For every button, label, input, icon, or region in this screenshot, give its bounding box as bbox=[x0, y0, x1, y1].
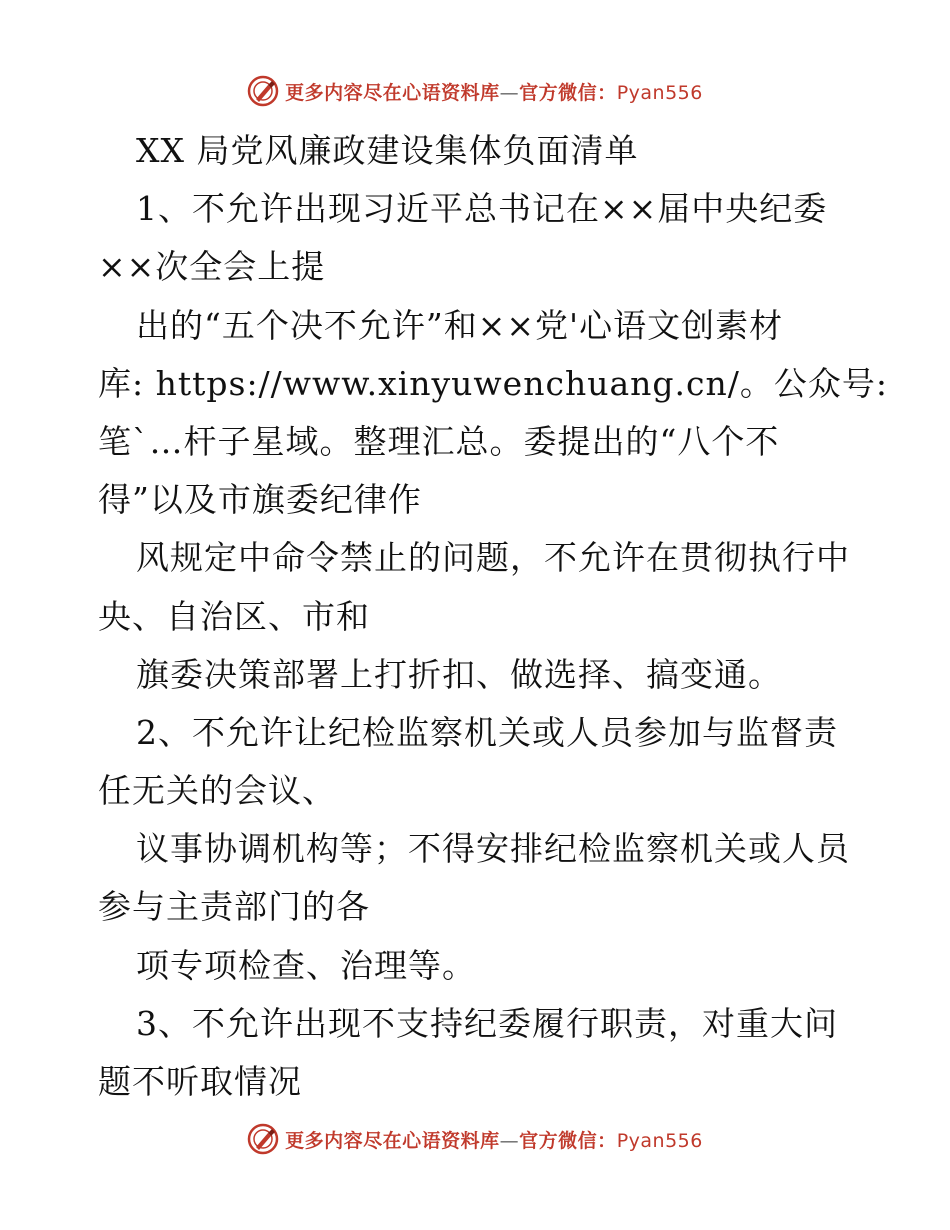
paragraph-line: 3、不允许出现不支持纪委履行职责，对重大问 bbox=[136, 1003, 838, 1043]
watermark-text bbox=[285, 78, 703, 105]
watermark-wechat-label: 官方微信： bbox=[519, 81, 617, 104]
watermark-dash: — bbox=[499, 1129, 520, 1152]
pen-logo-icon bbox=[247, 1123, 279, 1155]
watermark-wechat-id: Pyan556 bbox=[616, 1129, 703, 1152]
document-body bbox=[98, 122, 888, 1111]
watermark-dash: — bbox=[499, 81, 520, 104]
paragraph-line: 库: https://www.xinyuwenchuang.cn/。公众号: bbox=[98, 363, 888, 403]
paragraph-line: 出的“五个决不允许”和××党'心语文创素材 bbox=[136, 305, 784, 345]
header-watermark bbox=[0, 74, 950, 108]
watermark-main-text: 更多内容尽在心语资料库 bbox=[285, 81, 500, 104]
paragraph-line: 风规定中命令禁止的问题，不允许在贯彻执行中 bbox=[136, 538, 850, 578]
watermark-main-text: 更多内容尽在心语资料库 bbox=[285, 1129, 500, 1152]
watermark-text bbox=[285, 1126, 703, 1153]
footer-watermark bbox=[0, 1122, 950, 1156]
pen-logo-icon bbox=[247, 75, 279, 107]
paragraph-line: ××次全会上提 bbox=[98, 247, 326, 287]
paragraph-line: 1、不允许出现习近平总书记在××届中央纪委 bbox=[136, 189, 828, 229]
paragraph-line: 议事协调机构等；不得安排纪检监察机关或人员 bbox=[136, 829, 850, 869]
watermark-wechat-id: Pyan556 bbox=[616, 81, 703, 104]
paragraph-line: 任无关的会议、 bbox=[98, 771, 336, 811]
paragraph-line: 旗委决策部署上打折扣、做选择、搞变通。 bbox=[136, 654, 782, 694]
paragraph-line: 项专项检查、治理等。 bbox=[136, 945, 476, 985]
document-title: XX 局党风廉政建设集体负面清单 bbox=[136, 131, 639, 170]
paragraph-line: 参与主责部门的各 bbox=[98, 887, 370, 927]
watermark-wechat-label: 官方微信： bbox=[519, 1129, 617, 1152]
paragraph-line: 题不听取情况 bbox=[98, 1062, 302, 1101]
paragraph-line: 笔`…杆子星域。整理汇总。委提出的“八个不 bbox=[98, 421, 780, 461]
paragraph-line: 央、自治区、市和 bbox=[98, 596, 370, 636]
paragraph-line: 2、不允许让纪检监察机关或人员参加与监督责 bbox=[136, 712, 838, 752]
paragraph-line: 得”以及市旗委纪律作 bbox=[98, 480, 422, 520]
